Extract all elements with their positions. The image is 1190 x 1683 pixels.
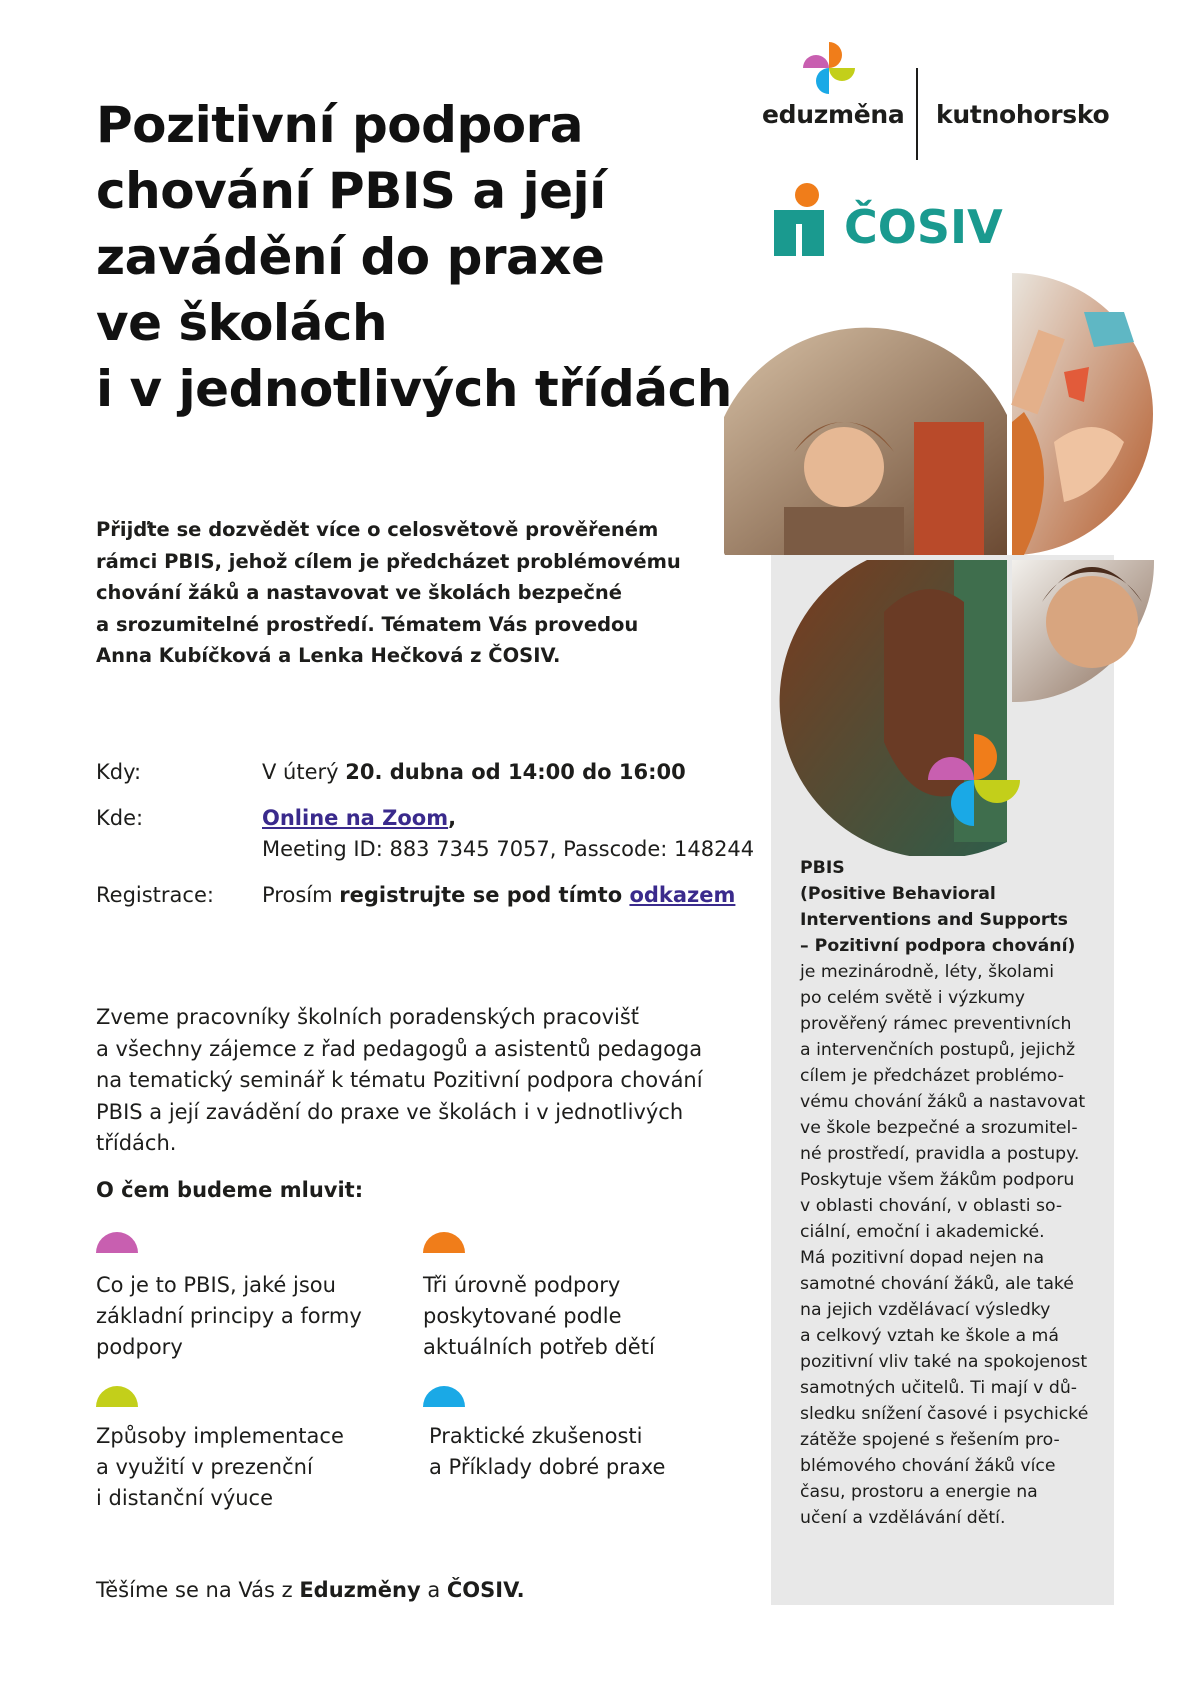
topic-line: a Příklady dobré praxe	[429, 1455, 666, 1479]
pinwheel-decoration-icon	[924, 730, 1024, 830]
intro-line: rámci PBIS, jehož cílem je předcházet problémovému	[96, 549, 681, 573]
sidebar-line: samotných učitelů. Ti mají v dů-	[800, 1378, 1078, 1398]
sidebar-bold-line: PBIS	[800, 858, 845, 878]
pbis-sidebar-text	[800, 855, 1105, 1531]
topic-item	[423, 1270, 713, 1363]
title-line: Pozitivní podpora	[96, 96, 583, 154]
topic-item	[96, 1270, 386, 1363]
logo-divider	[916, 68, 918, 160]
title-line: chování PBIS a její	[96, 162, 606, 220]
sidebar-line: Má pozitivní dopad nejen na	[800, 1248, 1045, 1268]
topic-line: poskytované podle	[423, 1304, 622, 1328]
registration-prefix: Prosím	[262, 883, 340, 907]
sidebar-line: ve škole bezpečné a srozumitel-	[800, 1118, 1078, 1138]
topic-line: Co je to PBIS, jaké jsou	[96, 1273, 336, 1297]
intro-line: chování žáků a nastavovat ve školách bezpečné	[96, 581, 623, 604]
sidebar-line: prověřený rámec preventivních	[800, 1014, 1072, 1034]
invite-line: Zveme pracovníky školních poradenských pracovišť	[96, 1005, 640, 1029]
zoom-link[interactable]: Online na Zoom	[262, 806, 449, 830]
sidebar-line: a intervenčních postupů, jejichž	[800, 1040, 1076, 1060]
sidebar-line: učení a vzdělávání dětí.	[800, 1508, 1006, 1528]
topic-marker-lime-icon	[96, 1386, 138, 1407]
sidebar-line: na jejich vzdělávací výsledky	[800, 1300, 1051, 1320]
sidebar-line: po celém světě i výzkumy	[800, 988, 1026, 1008]
when-date: 20. dubna od 14:00 do 16:00	[345, 760, 686, 784]
registration-label: Registrace:	[96, 883, 214, 907]
sidebar-bold-line: Interventions and Supports	[800, 910, 1068, 930]
sidebar-line: ciální, emoční i akademické.	[800, 1222, 1045, 1242]
topic-marker-orange-icon	[423, 1232, 465, 1253]
topic-line: Způsoby implementace	[96, 1424, 344, 1448]
topic-item	[429, 1421, 719, 1483]
eduzmena-logo-text: eduzměna	[762, 100, 905, 129]
where-value	[262, 803, 456, 834]
when-prefix: V úterý	[262, 760, 346, 784]
sidebar-line: v oblasti chování, v oblasti so-	[800, 1196, 1063, 1216]
intro-line: Anna Kubíčková a Lenka Hečková z ČOSIV.	[96, 644, 561, 667]
eduzmena-pinwheel-icon	[800, 40, 858, 96]
where-comma: ,	[448, 806, 457, 830]
sidebar-bold-line: – Pozitivní podpora chování)	[800, 936, 1076, 956]
title-line: i v jednotlivých třídách	[96, 360, 732, 418]
intro-line: a srozumitelné prostředí. Tématem Vás provedou	[96, 612, 639, 636]
sidebar-line: pozitivní vliv také na spokojenost	[800, 1352, 1088, 1372]
sidebar-line: sledku snížení časové i psychické	[800, 1404, 1089, 1424]
topic-line: aktuálních potřeb dětí	[423, 1335, 655, 1359]
title-line: ve školách	[96, 294, 388, 352]
sidebar-line: cílem je předcházet problémo-	[800, 1066, 1064, 1086]
sidebar-line: blémového chování žáků více	[800, 1456, 1056, 1476]
sidebar-line: je mezinárodně, léty, školami	[800, 962, 1055, 982]
sidebar-line: času, prostoru a energie na	[800, 1482, 1038, 1502]
topic-line: a využití v prezenční	[96, 1455, 313, 1479]
closing-prefix: Těšíme se na Vás z	[96, 1578, 300, 1602]
cosiv-logo-icon	[774, 182, 840, 258]
sidebar-line: zátěže spojené s řešením pro-	[800, 1430, 1060, 1450]
invite-line: třídách.	[96, 1131, 177, 1155]
when-value	[262, 757, 686, 788]
title-line: zavádění do praxe	[96, 228, 605, 286]
registration-link[interactable]: odkazem	[629, 883, 736, 907]
closing-org1: Eduzměny	[299, 1578, 421, 1602]
sidebar-line: a celkový vztah ke škole a má	[800, 1326, 1059, 1346]
invite-line: PBIS a její zavádění do praxe ve školách i v jednotlivých	[96, 1099, 684, 1124]
intro-paragraph	[96, 514, 716, 672]
topic-line: Praktické zkušenosti	[429, 1424, 643, 1448]
registration-value	[262, 880, 735, 911]
cosiv-logo-text: ČOSIV	[844, 200, 1003, 254]
sidebar-line: né prostředí, pravidla a postupy.	[800, 1144, 1080, 1164]
invite-line: a všechny zájemce z řad pedagogů a asistentů pedagoga	[96, 1036, 703, 1061]
invite-paragraph	[96, 1002, 736, 1160]
page-title	[96, 92, 736, 422]
topic-line: Tři úrovně podpory	[423, 1273, 621, 1297]
sidebar-bold-line: (Positive Behavioral	[800, 884, 996, 904]
closing-org2: ČOSIV.	[446, 1578, 525, 1602]
registration-bold: registrujte se pod tímto	[339, 883, 630, 907]
sidebar-line: vému chování žáků a nastavovat	[800, 1092, 1086, 1112]
meeting-details: Meeting ID: 883 7345 7057, Passcode: 148244	[262, 837, 755, 861]
topic-marker-pink-icon	[96, 1232, 138, 1253]
closing-line	[96, 1578, 525, 1602]
invite-line: na tematický seminář k tématu Pozitivní podpora chování	[96, 1068, 703, 1092]
intro-line: Přijďte se dozvědět více o celosvětově prověřeném	[96, 518, 659, 541]
topic-line: i distanční výuce	[96, 1486, 274, 1510]
topic-line: podpory	[96, 1335, 183, 1359]
kutnohorsko-logo-text: kutnohorsko	[936, 100, 1110, 129]
closing-mid: a	[420, 1578, 447, 1602]
where-label: Kde:	[96, 806, 144, 830]
topic-marker-blue-icon	[423, 1386, 465, 1407]
when-label: Kdy:	[96, 760, 142, 784]
topic-item	[96, 1421, 386, 1514]
sidebar-line: samotné chování žáků, ale také	[800, 1274, 1074, 1294]
sidebar-line: Poskytuje všem žákům podporu	[800, 1170, 1075, 1190]
topics-heading: O čem budeme mluvit:	[96, 1178, 364, 1202]
topic-line: základní principy a formy	[96, 1304, 362, 1328]
